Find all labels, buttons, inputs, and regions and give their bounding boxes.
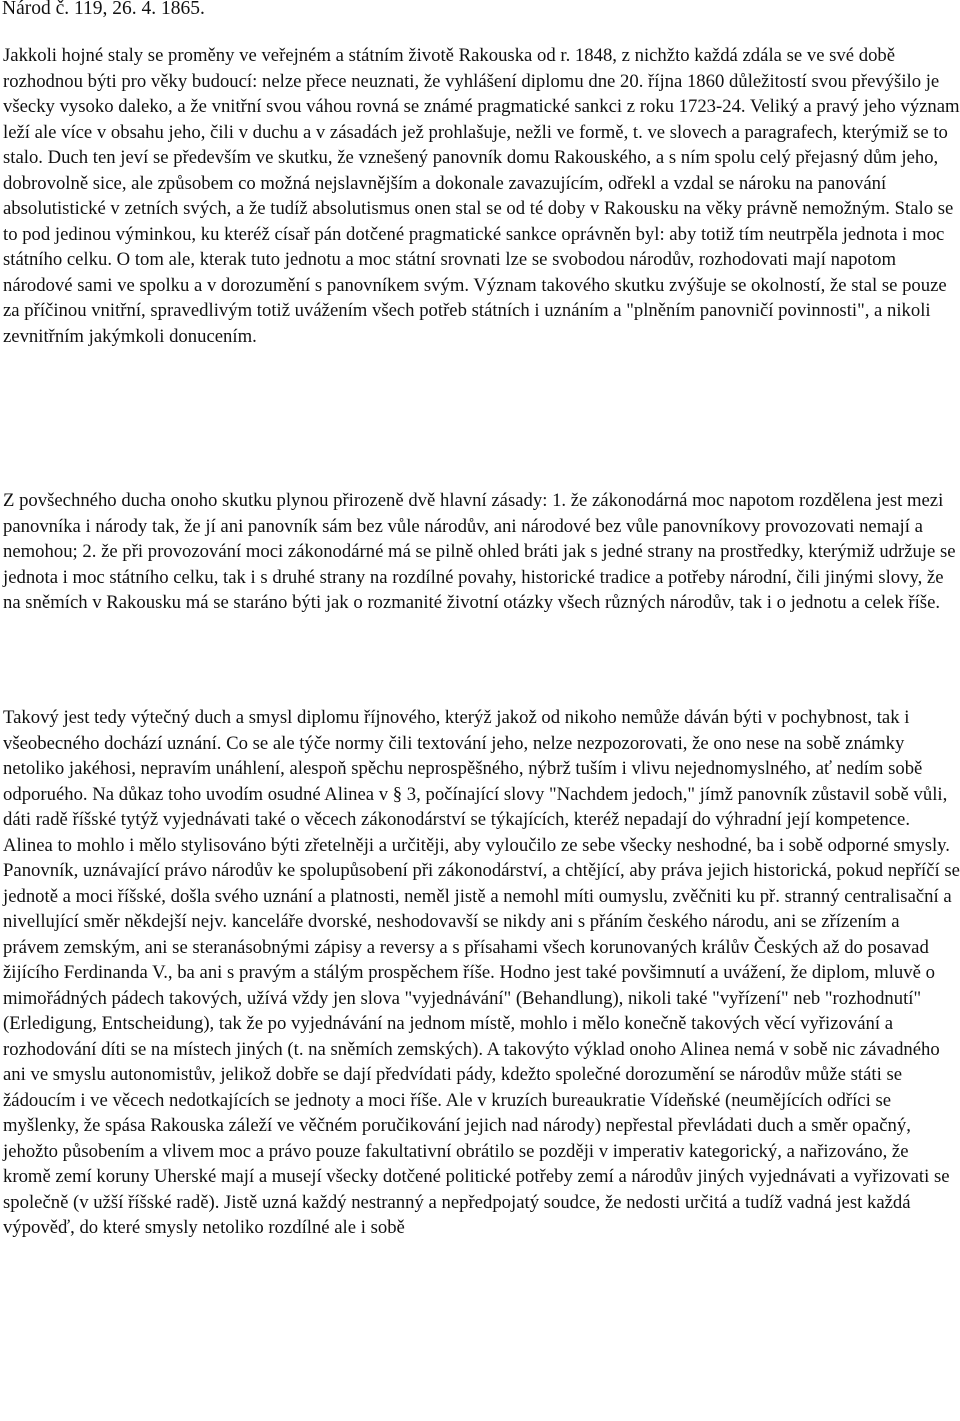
paragraph-1: Jakkoli hojné staly se proměny ve veřejném a státním životě Rakouska od r. 1848, z nichžto každá zdála se ve své době rozhodnou býti pro věky budoucí: nelze přece neuznati, že vyhlášení diplomu dne 20. října 1860 důležitostí svou převýšilo je všecky vysoko daleko, a že vnitřní svou váhou rovná se známé pragmatické sankci z roku 1723-24. Veliký a pravý jeho význam leží ale více v obsahu jeho, čili v duchu a v zásadách jež prohlašuje, nežli ve formě, t. ve slovech a paragrafech, kterýmiž se to stalo. Duch ten jeví se především ve skutku, že vznešený panovník domu Rakouského, a s ním spolu celý přejasný dům jeho, dobrovolně sice, ale způsobem co možná nejslavnějším a dokonale zavazujícím, odřekl a vzdal se nároku na panování absolutistické v zetních svých, a že tudíž absolutismus onen stal se od té doby v Rakousku na věky právně nemožným. Stalo se to pod jedinou výminkou, ku kteréž císař pán dotčené pragmatické sankce oprávněn byl: aby totiž tím neutrpěla jednota i moc státního celku. O tom ale, kterak tuto jednotu a moc státní srovnati lze se svobodou národův, rozhodovati mají napotom národové sami ve spolku a v dorozumění s panovníkem svým. Význam takového skutku zvýšuje se okolností, že stal se pouze za příčinou vnitřní, spravedlivým totiž uvážením všech potřeb státních i uznáním a "plněním panovničí povinnosti", a nikoli zevnitřním jakýmkoli donucením. (3, 45, 960, 347)
paragraph-2: Z povšechného ducha onoho skutku plynou přirozeně dvě hlavní zásady: 1. že zákonodárná moc napotom rozdělena jest mezi panovníka i národy tak, že jí ani panovník sám bez vůle národův, ani národové bez vůle panovníkovy provozovati nemají a nemohou; 2. že při provozování moci zákonodárné má se pilně ohled bráti jak s jedné strany na prostředky, kterýmiž udržuje se jednota i moc státního celku, tak i s druhé strany na rozdílné povahy, historické tradice a potřeby národní, čili jinými slovy, že na sněmích v Rakousku má se staráno býti jak o rozmanité životní otázky všech různých národův, tak i o jednotu a celek říše. (3, 490, 956, 613)
paragraph-3: Takový jest tedy výtečný duch a smysl diplomu říjnového, kterýž jakož od nikoho nemůže dáván býti v pochybnost, tak i všeobecného dochází uznání. Co se ale týče normy čili textování jeho, nelze nezpozorovati, že ono nese na sobě známky netoliko jakéhosi, nepravím unáhlení, alespoň spěchu neprospěšného, nýbrž tuším i vlivu nejednomyslného, ať nedím sobě odporuého. Na důkaz toho uvodím osudné Alinea v § 3, počínající slovy "Nachdem jedoch," jímž panovník zůstavil sobě vůli, dáti radě říšské tytýž vyjednávati také o věcech zákonodárství se týkajících, kteréž nepadají do výhradní její kompetence. Alinea to mohlo i mělo stylisováno býti zřetelněji a určitěji, aby vyloučilo ze sebe všecky neshodné, ba i sobě odporné smysly. Panovník, uznávající právo národův ke spolupůsobení při zákonodárství, a chtějící, aby práva jejich historická, pokud nepříčí se jednotě a moci říšské, došla svého uznání a platnosti, neměl jistě a nemohl míti oumyslu, zvěčniti ku př. stranný centralisační a nivellující směr někdejší nejv. kanceláře dvorské, neshodovavší se nikdy ani s přáním českého národu, ani se zřízením a právem zemským, ani se steranásobnými zápisy a reversy a s přísahami všech korunovaných králův Českých až do posavad žijícího Ferdinanda V., ba ani s pravým a stálým prospěchem říše. Hodno jest také povšimnutí a uvážení, že diplom, mluvě o mimořádných pádech takových, užívá vždy jen slova "vyjednávání" (Behandlung), nikoli také "vyřízení" neb "rozhodnutí" (Erledigung, Entscheidung), tak že po vyjednávání na jednom místě, mohlo i mělo konečně takových věcí vyřizování a rozhodování díti se na místech jiných (t. na sněmích zemských). A takovýto výklad onoho Alinea nemá v sobě nic závadného ani ve smyslu autonomistův, jelikož dobře se dají předvídati pády, kdežto společné dorozumění se národův může státi se žádoucím i ve věcech nedotkajících se jednoty a moci říše. Ale v kruzích bureaukratie Vídeňské (neumějících odříci se myšlenky, že spása Rakouska záleží ve věčném poručikování jejich nad národy) nepřestal převládati duch a směr opačný, jehožto působením a vlivem moc a právo pouze fakultativní obrátilo se později v imperativ kategorický, a nařizováno, že kromě zemí koruny Uherské mají a musejí všecky dotčené politické potřeby zemí a národův jiných vyjednávati a vyřizovati se společně (v užší říšské radě). Jistě uzná každý nestranný a nepředpojatý soudce, že nedosti určitá a tudíž vadná jest každá výpověď, do které smysly netoliko rozdílné ale i sobě (3, 707, 960, 1238)
document-header: Národ č. 119, 26. 4. 1865. (2, 0, 205, 19)
